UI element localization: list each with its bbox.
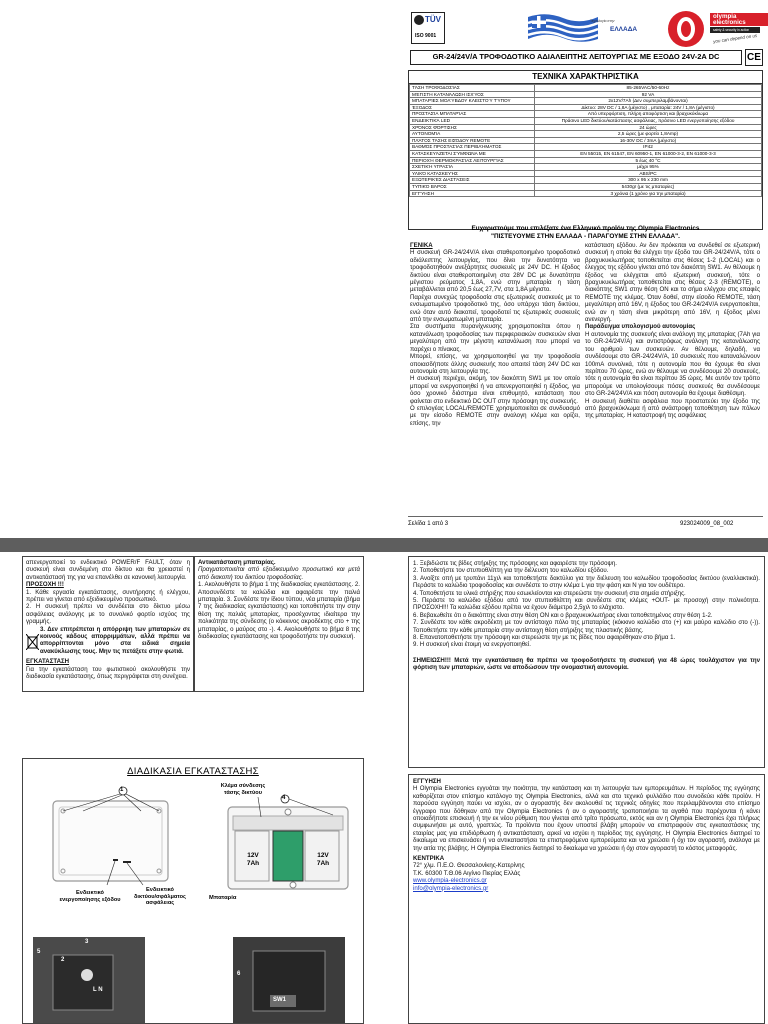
headquarters-heading: ΚΕΝΤΡΙΚΑ (413, 855, 445, 863)
spec-row (410, 137, 762, 144)
general-heading: ΓΕΝΙΚΑ (410, 242, 433, 249)
spec-value: 3 χρόνια (1 χρόνο για την μπαταρία) (535, 190, 762, 197)
battery-2-voltage: 12V (317, 852, 329, 859)
spec-value: 16-30V DC / 3mA (μέγιστο) (535, 137, 762, 144)
fuse-p: Η συσκευή διαθέτει ασφάλεια που προστατεύει την έξοδο της από βραχυκύκλωμα ή από ανάστροφη τοποθέτηση των πόλων της μπαταρίας. Η καταστροφή της ασφάλειας (585, 397, 760, 420)
spec-row (410, 111, 762, 118)
spec-key: ΠΛΆΤΟΣ ΤΆΣΗΣ ΕΙΣΌΔΟΥ REMOTE (410, 137, 535, 144)
spec-heading: ΤΕΧΝΙΚΑ ΧΑΡΑΚΤΗΡΙΣΤΙΚΑ (409, 71, 762, 84)
spec-key: ΜΠΑΤΑΡΊΕΣ ΜΟΛΎΒΔΟΥ ΚΛΕΙΣΤΟΎ ΤΎΠΟΥ (410, 98, 535, 105)
flag-slogan-1: Τεχνολογία στην (590, 19, 615, 23)
installation-steps (413, 560, 760, 649)
general-column (410, 242, 580, 427)
battery-2-label (306, 852, 340, 868)
mains-terminal-label-1: Κλέμα σύνδεσης (220, 783, 266, 789)
callout-2: 2 (61, 957, 65, 963)
installation-step: 2. Τοποθετήστε τον στυπιοθλίπτη για την διέλευση του καλωδίου εξόδου. (413, 567, 609, 575)
installation-text: Για την εγκατάσταση του φωτιστικού ακολουθήστε την διαδικασία εγκατάστασης, όπως περιγράφεται στη συνέχεια. (26, 665, 190, 681)
battery-1-capacity: 7Ah (246, 860, 260, 867)
warning-3-row (26, 626, 190, 656)
spec-value: μέχρι 95% (535, 164, 762, 171)
spec-row (410, 124, 762, 131)
spec-value: 2x12V/7Ah (Δεν συμπεριλαμβάνονται) (535, 98, 762, 105)
spec-key: ΑΥΤΟΝΟΜΊΑ (410, 131, 535, 138)
callout-4: 4 (282, 795, 286, 801)
installation-note: ΣΗΜΕΙΩΣΗ!!! Μετά την εγκατάσταση θα πρέπει να τροφοδοτήσετε τη συσκευή για 48 ώρες τουλάχιστον για την φόρτιση των μπαταριών, ώστε να αποδώσουν την ονομαστική αυτονομία. (413, 656, 760, 672)
battery-1-voltage: 12V (247, 852, 259, 859)
sw1-label: SW1 (273, 997, 287, 1003)
spec-value: ABS/PC (535, 170, 762, 177)
tuv-logo-sub: ISO 9001 (415, 33, 437, 39)
battery-label: Μπαταρία (209, 895, 237, 901)
brand-name (710, 13, 768, 26)
warranty-frame (408, 774, 765, 1024)
installation-step: 1. Ξεβιδώστε τις βίδες στήριξης της πρόσοψης και αφαιρέστε την πρόσοψη. (413, 560, 617, 567)
installation-heading: ΕΓΚΑΤΑΣΤΑΣΗ (26, 658, 70, 666)
warranty-text: Η Olympia Electronics εγγυάται την ποιότητα, την κατάσταση και τη λειτουργία των εμπορευμάτων. Η περίοδος της εγγύησης καθορίζεται στον επίσημο κατάλογο της Olympia Electronics, αλλά και στο τεχνικό φυλλάδιο που συνοδεύει κάθε προϊόν. Η παρούσα εγγύηση παύει να ισχύει, αν ο αγοραστής δεν ακολουθεί τις τεχνικές οδηγίες που περιλαμβάνονται στο επίσημο έγγραφο που δόθηκαν από την Olympia Electronics ή αν ο αγοραστής τροποποιήσει τα αγαθά που παρέχονται ή κάνει οποιαδήποτε επισκευή ή την εκ νέου ρύθμιση που γίνεται από τρίτο πρόσωπο, εκτός και αν η Olympia Electronics έχει πλήρως συμφωνήσει με αυτό, γραπτώς. Τα προϊόντα που έχουν υποστεί βλάβη μπορούν να επιστραφούν στις εγκαταστάσεις της εταιρίας μας για επιδιόρθωση ή αντικατάσταση, αρκεί να ισχύει η περίοδος της εγγύησης. Η Olympia Electronics διατηρεί το δικαίωμα να επισκευάσει ή να αντικαταστήσει τα επιστρεφόμενα εμπορεύματα και να χρεώσει ή όχι τον αγοραστή, ανάλογα με την αιτία της βλάβης. Η Olympia Electronics διατηρεί το δικαίωμα να χρεώσει ή όχι στον αγοραστή το κόστος μεταφοράς. (413, 785, 760, 852)
callout-5: 5 (37, 949, 41, 955)
output-led-label-1: Ενδεικτικό (76, 890, 104, 896)
brand-tagline: safety & security in action (710, 27, 760, 33)
spec-value: Από υπερφόρτιση, πλήρη αποφόρτιση και βραχυκύκλωμα (535, 111, 762, 118)
installation-step: 4. Τοποθετήστε τα υλικά στήριξης που εσωκλείονται και στερεώστε την συσκευή στα σημεία στήριξης. (413, 589, 686, 597)
email-link[interactable]: info@olympia-electronics.gr (413, 884, 489, 892)
warning-2: 2. Η συσκευή πρέπει να συνδέεται στο δίκτυο μέσω ασφάλειας ανάλογης με το συνολικό φορτίο ισχύος της γραμμής. (26, 603, 190, 626)
olympia-logo-inner (677, 17, 695, 41)
brand-signature: you can depend on us (712, 32, 758, 45)
flag-slogan (590, 19, 620, 24)
tuv-logo-text: TÜV (425, 15, 441, 24)
thanks-line-1: Ευχαριστούμε που επιλέξατε ένα Ελληνικό προϊόν της Olympia Electronics (471, 225, 700, 232)
fuse-led-label-2: δικτύου/σφάλματος (134, 893, 186, 900)
warning-3: 3. Δεν επιτρέπεται η απόρριψη των μπαταριών σε κοινούς κάδους απορριμμάτων, αλλά πρέπει να απορρίπτονται μόνο στα ειδικά σημεία ανακύκλωσης τους. Μην τις πετάξετε στην φωτιά. (40, 625, 190, 655)
spec-value: EN 55015, EN 61547, EN 60950-1, EN 61000-3-2, EN 61000-3-3 (535, 150, 762, 157)
flag-slogan-2: ΕΛΛΑΔΑ (610, 26, 638, 33)
battery-replacement-heading: Αντικατάσταση μπαταρίας. (198, 559, 276, 566)
spec-key: ΧΡΌΝΟΣ ΦΌΡΤΙΣΗΣ (410, 124, 535, 131)
general-p2: Παρέχει συνεχώς τροφοδοσία στις εξωτερικές συσκευές με το ενσωματωμένο τροφοδοτικό της, όσο υπάρχει τάση δικτύου, ενώ όταν αυτό διακοπεί, τροφοδοτεί τις εξωτερικές συσκευές από την ενσωματωμένη μπαταρία. (410, 293, 580, 324)
spec-row (410, 177, 762, 184)
spec-key: ΣΧΕΤΙΚΉ ΥΓΡΑΣΊΑ (410, 164, 535, 171)
fuse-led-label-1: Ενδεικτικό (146, 887, 174, 893)
title-bar (410, 50, 742, 65)
headquarters-address-1: 72° χλμ. Π.Ε.Ο. Θεσσαλονίκης-Κατερίνης (413, 862, 525, 870)
left-text-frame (22, 556, 194, 692)
spec-key: ΠΡΟΣΤΑΣΊΑ ΜΠΑΤΑΡΊΑΣ (410, 111, 535, 118)
spec-row (410, 150, 762, 157)
spec-row (410, 85, 762, 92)
installation-step: 7. Συνδέστε τον κάθε ακροδέκτη με τον αντίστοιχο πόλο της μπαταρίας (κόκκινο καλώδιο στο (+) και μαύρο καλώδιο στο (-)). Τοποθετήστε την κάθε μπαταρία στην αντίστοιχη θέση στήριξης της πλαστικής βάσης. (413, 619, 760, 634)
spec-key: ΤΥΠΙΚΌ ΒΆΡΟΣ (410, 183, 535, 190)
battery-1-label (236, 852, 270, 868)
battery-replacement-note: Πραγματοποιείται από εξειδικευμένο προσωπικό και μετά από διακοπή του δικτύου τροφοδοσίας. (198, 566, 360, 581)
spec-row (410, 183, 762, 190)
installation-step: 9. Η συσκευή είναι έτοιμη να ενεργοποιηθεί. (413, 641, 531, 649)
installation-steps-frame (408, 556, 765, 768)
spec-value: IP42 (535, 144, 762, 151)
spec-row (410, 190, 762, 197)
remote-p1: κατάσταση εξόδου. Αν δεν πρόκειται να συνδεθεί σε εξωτερική συσκευή η οποία θα ελέγχει την έξοδο του GR-24/24V/A, τότε ο βραχυκυκλωτήρας τοποθετείται στις θέσεις 1-2 (LOCAL) και ο έλεγχος της εξόδου γίνεται από τον διακόπτη SW1. Αν θέλουμε η έξοδος να ελέγχεται από εξωτερική συσκευή, τότε ο βραχυκυκλωτήρας τοποθετείται στις θέσεις 2-3 (REMOTE), ο διακόπτης SW1 στην θέση ON και το σήμα ελέγχου στις επαφές REMOTE της κλέμας. Όταν δοθεί, στην είσοδο REMOTE, τάση μεγαλύτερη από 16V, η έξοδος του GR-24/24V/A ενεργοποιείται, ενώ αν η τάση είναι μικρότερη από 16V, η έξοδος μένει ανενεργή. (585, 242, 760, 324)
ce-mark: CE (745, 49, 763, 66)
spec-row (410, 144, 762, 151)
document-code: 923024009_08_002 (680, 521, 734, 527)
general-p6: Ο επιλογέας LOCAL/REMOTE χρησιμοποιείται σε συνδυασμό με την είσοδο REMOTE στην αναλογη κλέμα και ορίζει, επίσης, την (410, 404, 580, 427)
brand-name-2: electronics (713, 19, 746, 26)
battery-2-capacity: 7Ah (316, 860, 330, 867)
spec-key: ΜΈΓΙΣΤΗ ΚΑΤΑΝΆΛΩΣΗ ΙΣΧΎΟΣ (410, 91, 535, 98)
remote-column (585, 242, 760, 420)
general-p3: Στα συστήματα πυρανίχνευσης χρησιμοποιείται όπου η κατανάλωση τροφοδοσίας των περιφερειακών συσκευών είναι μεγαλύτερη από την μέγιστη κατανάλωση που μπορεί να παρέχει ο πίνακας. (410, 323, 580, 353)
spec-key: ΒΑΘΜΌΣ ΠΡΟΣΤΑΣΊΑΣ ΠΕΡΙΒΛΉΜΑΤΟΣ (410, 144, 535, 151)
autonomy-p: Η αυτονομία της συσκευής είναι ανάλογη της μπαταρίας (7Ah για το GR-24/24V/A) και αντιστρόφως ανάλογη της κατανάλωσης του αριθμού των συσκευών. Αν θέλουμε, δηλαδή, να συνδέσουμε στο GR-24/24V/A, 10 συσκευές που καταναλώνουν 100mA συνολικά, τότε η αυτονομία που θα έχουμε θα είναι περίπου 70 ώρες, ενώ αν θέλουμε να συνδέσουμε 20 συσκευές, τότε η αυτονομία θα είναι περίπου 35 ώρες. Με αυτόν τον τρόπο μπορούμε να υπολογίσουμε πόσες συσκευές θα συνδέσουμε στο GR-24/24V/A και πόση αυτονομία θα έχουμε διαθέσιμη. (585, 330, 760, 398)
bin-crossed-icon (26, 634, 39, 650)
spec-value: 24 ώρες (535, 124, 762, 131)
spec-value: 300 x 95 x 230 mm (535, 177, 762, 184)
spec-row (410, 131, 762, 138)
headquarters-address-2: Τ.Κ. 60300 Τ.Θ.06 Αιγίνιο Πιερίας Ελλάς (413, 869, 521, 877)
fault-text: απενεργοποιεί το ενδεικτικό POWER/F FAULT, όταν η συσκευή είναι συνδεμένη στο δίκτυο και θα χρειαστεί η αντικατάστασή της για να επανέλθει σε κανονική λειτουργία. (26, 559, 190, 581)
spec-key: ΈΞΟΔΟΣ (410, 104, 535, 111)
output-led-label-2: ενεργοποίησης εξόδου (59, 896, 121, 903)
spec-key: ΕΓΓΎΗΣΗ (410, 190, 535, 197)
spec-value: 5 έως 40 °C (535, 157, 762, 164)
callout-1: 1 (120, 787, 124, 793)
spec-value: 92 VA (535, 91, 762, 98)
spec-key: ΥΛΙΚΌ ΚΑΤΑΣΚΕΥΉΣ (410, 170, 535, 177)
spec-key: ΠΕΡΙΟΧΉ ΘΕΡΜΟΚΡΑΣΊΑΣ ΛΕΙΤΟΥΡΓΊΑΣ (410, 157, 535, 164)
callout-6: 6 (237, 971, 241, 977)
warning-1: 1. Κάθε εργασία εγκατάστασης, συντήρησης ή ελέγχου, πρέπει να γίνεται από εξειδικευμένο προσωπικό. (26, 588, 190, 604)
page-2 (0, 552, 768, 1024)
general-p4: Μπορεί, επίσης, να χρησιμοποιηθεί για την τροφοδοσία οποιασδήποτε άλλης συσκευής που απαιτεί τάση 24V DC και αυτονομία στη λειτουργία της. (410, 353, 580, 375)
spec-value: 5430gr (με τις μπαταρίες) (535, 183, 762, 190)
thanks-line-2: "ΠΙΣΤΕΥΟΥΜΕ ΣΤΗΝ ΕΛΛΑΔΑ - ΠΑΡΑΓΟΥΜΕ ΣΤΗΝ ΕΛΛΑΔΑ". (491, 233, 680, 240)
spec-row (410, 170, 762, 177)
warranty-heading: ΕΓΓΥΗΣΗ (413, 778, 441, 785)
spec-key: ΤΆΣΗ ΤΡΟΦΟΔΟΣΊΑΣ (410, 85, 535, 92)
fuse-led-label (115, 887, 205, 907)
spec-key: ΕΞΩΤΕΡΙΚΈΣ ΔΙΑΣΤΆΣΕΙΣ (410, 177, 535, 184)
callout-3: 3 (85, 939, 89, 945)
general-p1: Η συσκευή GR-24/24V/A είναι σταθεροποιημένο τροφοδοτικό αδιάλειπτης λειτουργίας, που δίνει την δυνατότητα να τροφοδοτηθούν ανεξάρτητες συσκευές με 24V DC. Η έξοδος δικτύου είναι σταθεροποιημένη στα 28V DC με δυνατότητα μέγιστου ρεύματος 1,8A, ενώ στην μπαταρία η τάση μεταβάλλεται από 20,5 έως 27,7V, στα 1,8A μέγιστο. (410, 249, 580, 294)
tuv-mark (414, 15, 424, 25)
battery-replacement-frame (194, 556, 364, 692)
installation-diagram (22, 758, 364, 1024)
battery-replacement-steps: 1. Ακολουθήστε το βήμα 1 της διαδικασίας εγκατάστασης. 2. Αποσυνδέστε τα καλώδια και αφαιρέστε την παλιά μπαταρία. 3. Συνδέστε την ίδιου τύπου, νέα μπαταρία (βήμα 7 της διαδικασίας εγκατάστασης) και τοποθετήστε την στην θέση της παλιάς μπαταρίας, προσέχοντας ιδιαίτερα την πολικότητα της σύνδεσης (ο κόκκινος ακροδέκτης στο + της μπαταρίας, ο μαύρος στο -). 4. Ακολουθήστε το βήμα 8 της διαδικασίας εγκατάστασης και τροφοδοτήστε την συσκευή. (198, 581, 360, 641)
autonomy-heading: Παράδειγμα υπολογισμού αυτονομίας (585, 323, 696, 331)
brand-name-1: olympia (713, 13, 737, 20)
spec-key: ΚΑΤΑΣΚΕΥΆΖΕΤΑΙ ΣΎΜΦΩΝΑ ΜΕ (410, 150, 535, 157)
fuse-led-label-3: ασφάλειας (145, 900, 175, 906)
spec-table (409, 84, 762, 197)
installation-step: 5. Περάστε το καλώδιο εξόδου από τον στυπιοθλίπτη και συνδέστε στις κλέμες +OUT- με προσοχή στην πολικότητα. ΠΡΟΣΟΧΗ!!! Τα καλώδια εξόδου πρέπει να έχουν διάμετρο 2,5χιλ το ελάχιστο. (413, 597, 760, 612)
spec-row (410, 91, 762, 98)
spec-table-box (408, 70, 763, 230)
spec-row (410, 98, 762, 105)
tuv-logo (411, 12, 445, 44)
greek-flag-banner (528, 13, 598, 43)
spec-value: Δίκτυο: 28V DC / 1,8A (μέγιστο) , μπαταρία: 24V / 1,8A (μέγιστο) (535, 104, 762, 111)
installation-step: 6. Βεβαιωθείτε ότι ο διακόπτης είναι στην θέση ON και ο βραχυκυκλωτήρας είναι τοποθετημένος στην θέση 1-2. (413, 611, 713, 619)
spec-value: 85-265VAC/50-60Hz (535, 85, 762, 92)
page-number: Σελίδα 1 από 3 (408, 521, 449, 527)
general-p5: Η συσκευή περιέχει, ακόμη, τον διακόπτη SW1 με τον οποίο μπορεί να ενεργοποιηθεί ή να απενεργοποιηθεί η έξοδος, για όσο χρονικό διάστημα είναι επιθυμητό, κατάσταση που φαίνεται στο ενδεικτικό DC OUT στην πρόσοψη της συσκευής. (410, 375, 580, 405)
website-link[interactable]: www.olympia-electronics.gr (413, 877, 487, 885)
page-1-footer-rule (408, 516, 763, 517)
mains-terminal-label-2: τάσης δικτύου (224, 789, 262, 796)
spec-row (410, 164, 762, 171)
spec-key: ΕΝΔΕΙΚΤΙΚΆ LED (410, 117, 535, 124)
mains-terminal-label (208, 783, 278, 796)
greek-flag-icon (528, 13, 598, 43)
terminal-ln: L N (93, 987, 103, 993)
diagram-title: ΔΙΑΔΙΚΑΣΙΑ ΕΓΚΑΤΑΣΤΑΣΗΣ (127, 766, 259, 777)
installation-step: 8. Επανατοποθετήστε την πρόσοψη και στερεώστε την με τις βίδες που αφαιρέθηκαν στο βήμα 1. (413, 634, 676, 642)
spec-value: 2,5 ώρες (με φορτίο 1,8Amp) (535, 131, 762, 138)
spec-value: Πράσινο LED δικτύου/κατάστασης ασφάλειας, πράσινο LED ενεργοποίησης εξόδου (535, 117, 762, 124)
spec-row (410, 117, 762, 124)
spec-row (410, 104, 762, 111)
product-title: GR-24/24V/A ΤΡΟΦΟΔΟΤΙΚΟ ΑΔΙΑΛΕΙΠΤΗΣ ΛΕΙΤΟΥΡΓΙΑΣ ΜΕ ΕΞΟΔΟ 24V-2A DC (432, 52, 720, 61)
warning-heading: ΠΡΟΣΟΧΗ !!! (26, 581, 64, 589)
installation-step: 3. Ανοίξτε οπή με τρυπάνι 11χιλ και τοποθετήστε δακτύλιο για την διέλευση του καλωδίου τροφοδοσίας δικτύου (εναλλακτικά). Περάστε το καλώδιο τροφοδοσίας και συνδέστε το στην κλέμα L για την φάση και N για τον ουδέτερο. (413, 574, 760, 590)
spec-row (410, 157, 762, 164)
